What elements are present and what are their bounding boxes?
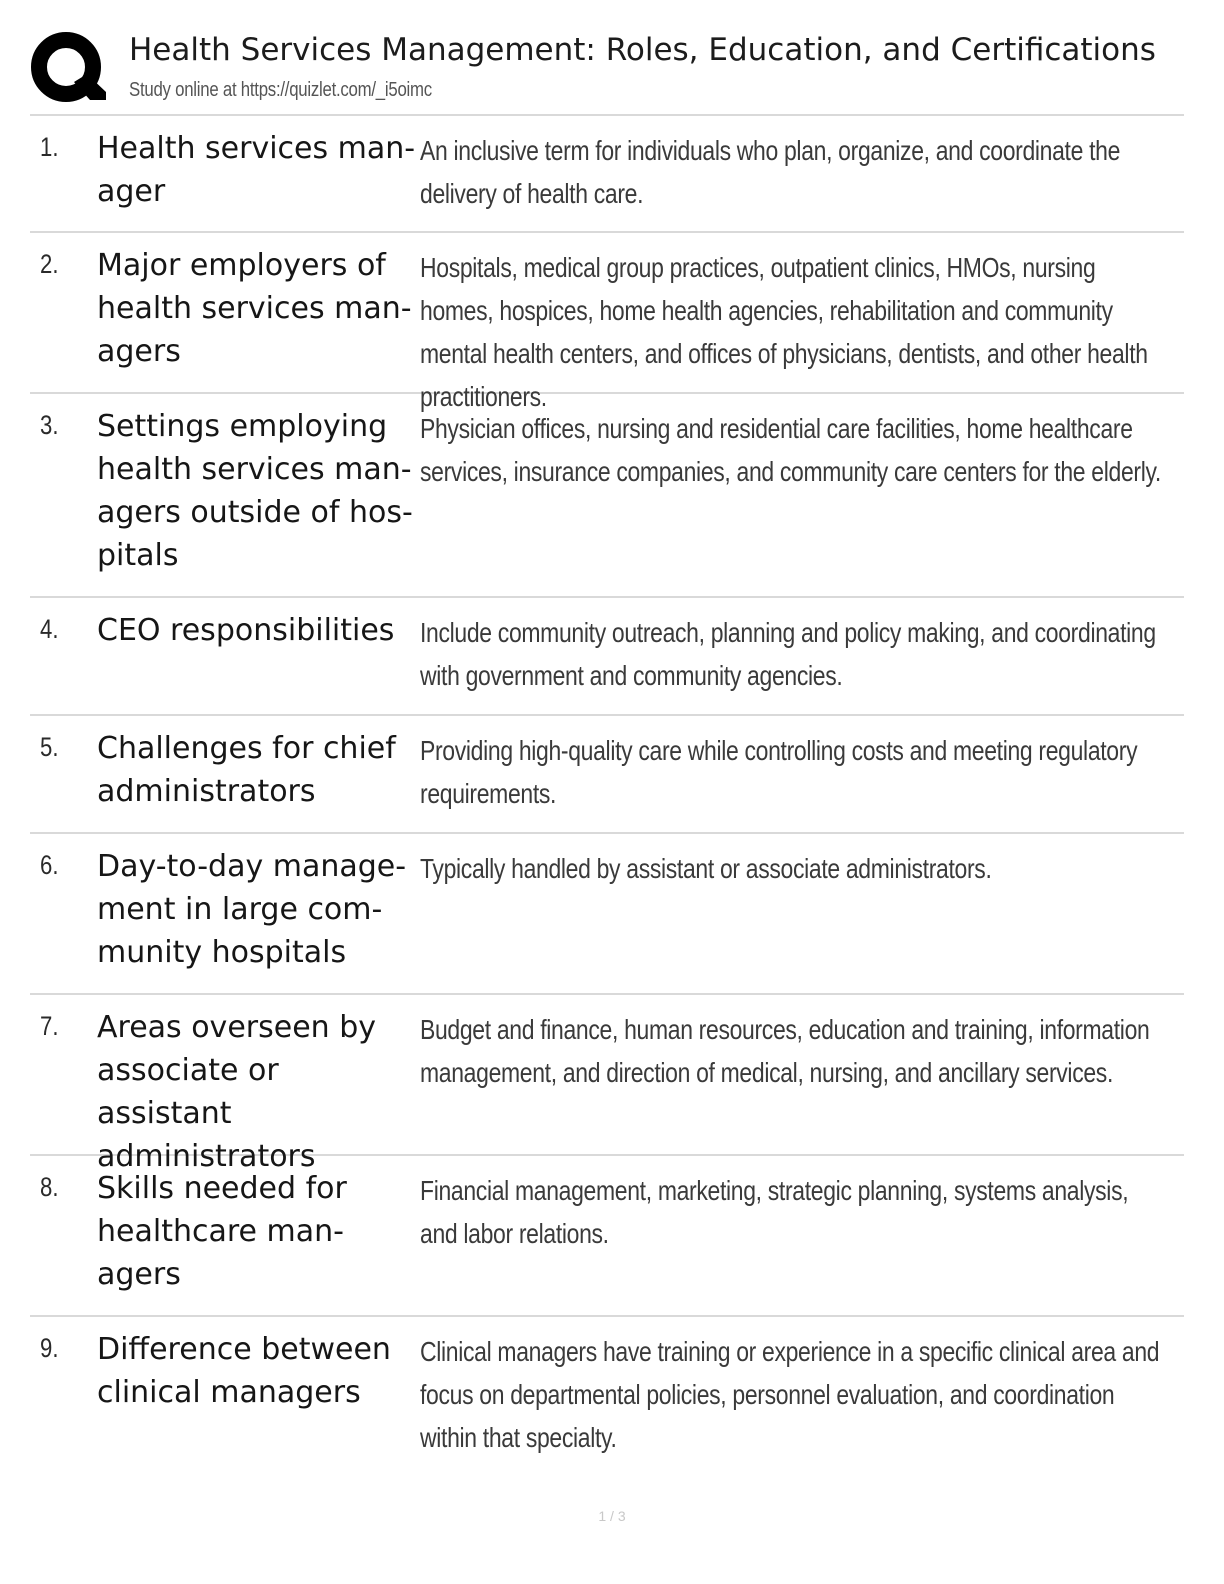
card-number: 9. bbox=[40, 1333, 59, 1363]
card-definition: Physician offices, nursing and residential care facilities, home healthcare services, insurance companies, and community care centers for the elderly. bbox=[420, 413, 1161, 487]
card-row bbox=[30, 233, 1184, 412]
card-definition: Providing high-quality care while controlling costs and meeting regulatory requirements. bbox=[420, 735, 1138, 809]
card-number: 7. bbox=[40, 1011, 59, 1041]
card-definition: Clinical managers have training or experience in a specific clinical area and focus on departmental policies, personnel evaluation, and coordination within that specialty. bbox=[420, 1336, 1160, 1453]
study-online-link[interactable]: Study online at https://quizlet.com/_i5oimc bbox=[129, 79, 432, 101]
card-term: Major employers of health services man- agers bbox=[97, 248, 412, 369]
card-number: 8. bbox=[40, 1172, 59, 1202]
card-term: Health services man- ager bbox=[97, 131, 416, 209]
card-term: Settings employing health services man- agers outside of hos- pitals bbox=[97, 409, 413, 573]
card-number: 5. bbox=[40, 732, 59, 762]
card-number: 3. bbox=[40, 410, 59, 440]
page-number: 1 / 3 bbox=[598, 1508, 626, 1524]
card-term: Difference between clinical managers bbox=[97, 1332, 391, 1410]
card-number: 6. bbox=[40, 850, 59, 880]
card-row bbox=[30, 394, 1184, 598]
card-term: CEO responsibilities bbox=[97, 613, 395, 648]
card-definition: Financial management, marketing, strategic planning, systems analysis, and labor relations. bbox=[420, 1175, 1129, 1249]
card-term: Areas overseen by associate or assistant administrators bbox=[97, 1010, 376, 1174]
card-number: 4. bbox=[40, 614, 59, 644]
card-row bbox=[30, 834, 1184, 995]
quizlet-q-logo-icon bbox=[30, 30, 108, 108]
card-number: 2. bbox=[40, 249, 59, 279]
page-title: Health Services Management: Roles, Education, and Certifications bbox=[129, 32, 1156, 68]
card-row bbox=[30, 598, 1184, 716]
card-row bbox=[30, 1156, 1184, 1317]
card-row bbox=[30, 116, 1184, 233]
card-row bbox=[30, 716, 1184, 834]
card-definition: Typically handled by assistant or associate administrators. bbox=[420, 853, 992, 884]
card-definition: Budget and finance, human resources, education and training, information management, and direction of medical, nursing, and ancillary services. bbox=[420, 1014, 1150, 1088]
card-definition: Hospitals, medical group practices, outpatient clinics, HMOs, nursing homes, hospices, home health agencies, rehabilitation and community mental health centers, and offices of physicians, dentists, and other health practitioners. bbox=[420, 252, 1148, 412]
flashcard-list bbox=[30, 116, 1184, 1467]
card-definition: An inclusive term for individuals who plan, organize, and coordinate the delivery of health care. bbox=[420, 135, 1121, 209]
page-header bbox=[30, 28, 1184, 116]
card-row bbox=[30, 1317, 1184, 1467]
card-term: Day-to-day manage- ment in large com- munity hospitals bbox=[97, 849, 407, 970]
card-definition: Include community outreach, planning and policy making, and coordinating with government and community agencies. bbox=[420, 617, 1156, 691]
card-term: Challenges for chief administrators bbox=[97, 731, 396, 809]
card-row bbox=[30, 995, 1184, 1174]
card-term: Skills needed for healthcare man- agers bbox=[97, 1171, 347, 1292]
card-number: 1. bbox=[40, 132, 59, 162]
